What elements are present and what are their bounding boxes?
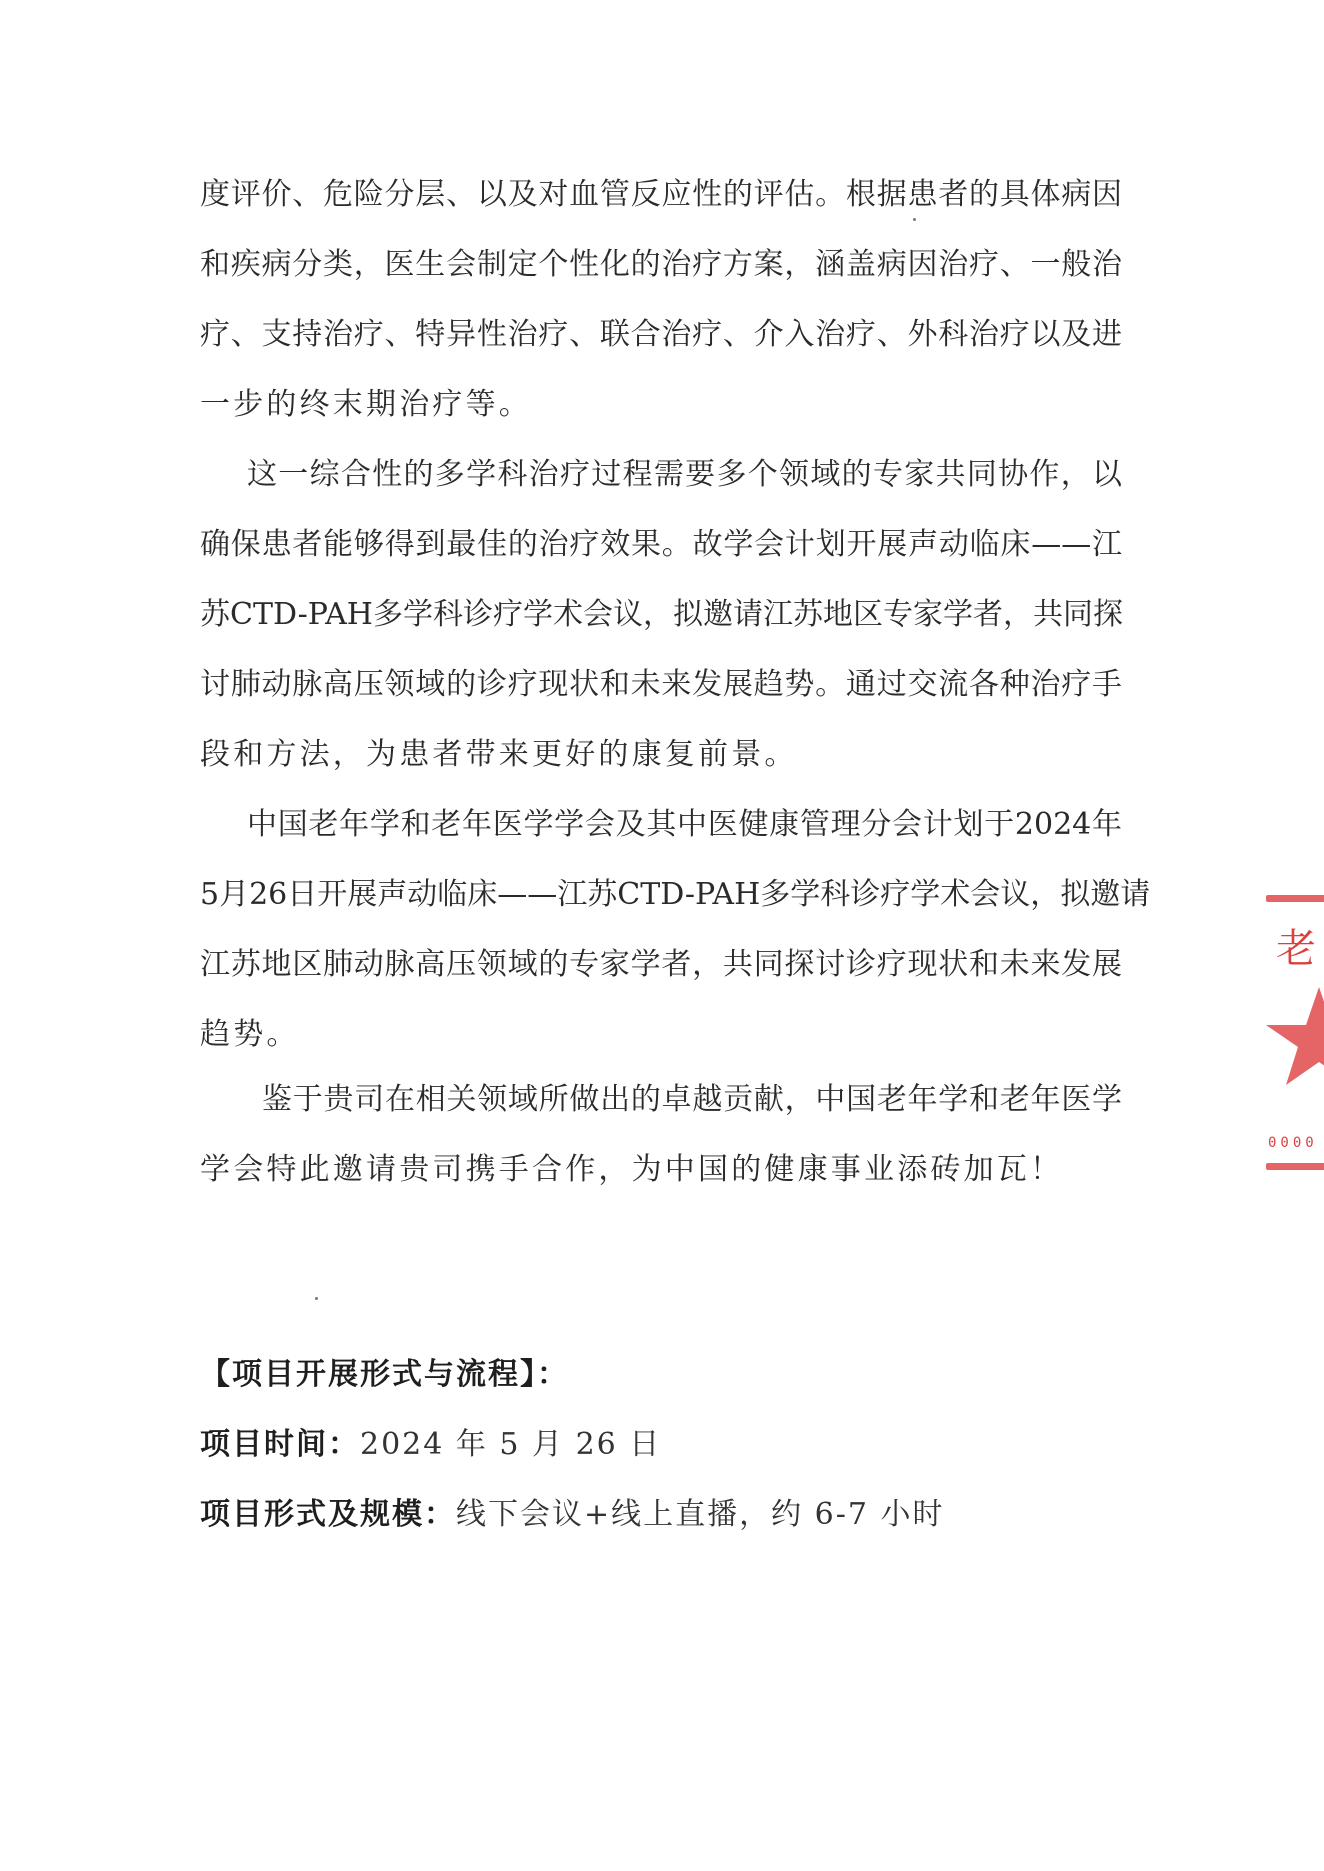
section-heading: 【项目开展形式与流程】： — [200, 1357, 569, 1392]
paragraph-1-line-1: 度评价、危险分层、以及对血管反应性的评估。根据患者的具体病因 — [200, 177, 1122, 212]
seal-top-border — [1266, 895, 1324, 902]
paragraph-3-line-1: 中国老年学和老年医学学会及其中医健康管理分会计划于2024年 — [247, 807, 1122, 842]
paragraph-2-line-3: 苏CTD-PAH多学科诊疗学术会议，拟邀请江苏地区专家学者，共同探 — [200, 597, 1123, 632]
paragraph-2-line-1: 这一综合性的多学科治疗过程需要多个领域的专家共同协作，以 — [247, 457, 1122, 492]
paragraph-1-line-2: 和疾病分类，医生会制定个性化的治疗方案，涵盖病因治疗、一般治 — [200, 247, 1122, 282]
project-form-value: 线下会议+线上直播，约 6-7 小时 — [456, 1497, 945, 1532]
scan-speck — [315, 1297, 318, 1300]
paragraph-3-line-4: 趋势。 — [200, 1017, 300, 1052]
paragraph-2-line-5: 段和方法，为患者带来更好的康复前景。 — [200, 737, 798, 772]
paragraph-2-line-4: 讨肺动脉高压领域的诊疗现状和未来发展趋势。通过交流各种治疗手 — [200, 667, 1122, 702]
project-time-label: 项目时间： — [200, 1427, 360, 1462]
paragraph-4-line-1: 鉴于贵司在相关领域所做出的卓越贡献，中国老年学和老年医学 — [262, 1082, 1122, 1117]
paragraph-3-line-3: 江苏地区肺动脉高压领域的专家学者，共同探讨诊疗现状和未来发展 — [200, 947, 1122, 982]
seal-number: 0000 — [1268, 1135, 1318, 1151]
seal-character: 老 — [1276, 926, 1316, 972]
paragraph-2-line-2: 确保患者能够得到最佳的治疗效果。故学会计划开展声动临床——江 — [200, 527, 1122, 562]
project-form-row — [200, 1495, 1122, 1535]
paragraph-3-line-2: 5月26日开展声动临床——江苏CTD-PAH多学科诊疗学术会议，拟邀请 — [200, 877, 1151, 912]
seal-bottom-border — [1266, 1163, 1324, 1170]
paragraph-1-line-4: 一步的终末期治疗等。 — [200, 387, 532, 422]
seal-star-icon — [1264, 987, 1324, 1087]
project-form-label: 项目形式及规模： — [200, 1497, 456, 1532]
scan-speck — [913, 218, 916, 221]
red-seal-stamp — [1262, 895, 1324, 1185]
paragraph-4-line-2: 学会特此邀请贵司携手合作，为中国的健康事业添砖加瓦！ — [200, 1152, 1064, 1187]
project-time-row — [200, 1425, 1122, 1465]
project-time-value: 2024 年 5 月 26 日 — [360, 1427, 662, 1462]
paragraph-1-line-3: 疗、支持治疗、特异性治疗、联合治疗、介入治疗、外科治疗以及进 — [200, 317, 1122, 352]
